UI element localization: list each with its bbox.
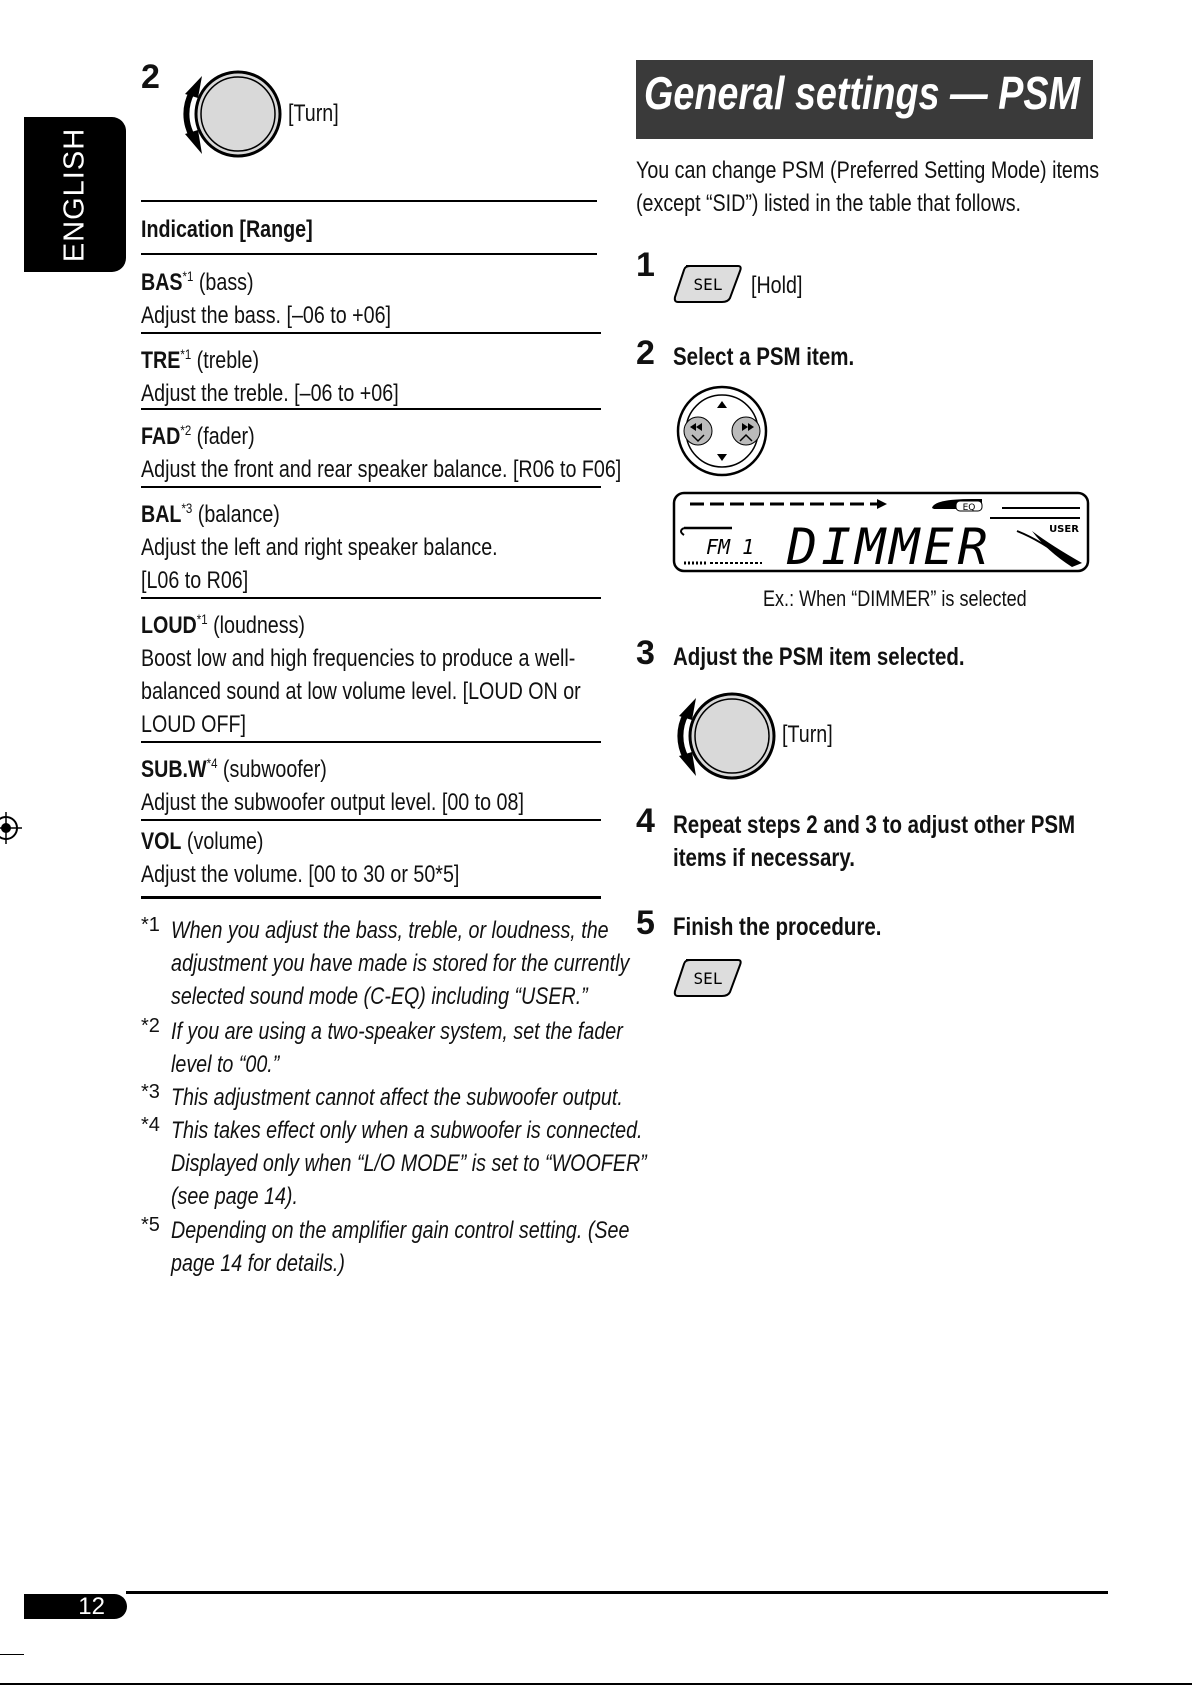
settings-table xyxy=(141,260,622,899)
row-line: balanced sound at low volume level. [LOUD ON or xyxy=(141,678,581,705)
row-sup: *2 xyxy=(180,422,192,438)
display-main-text: DIMMER xyxy=(787,518,992,573)
step-heading: Repeat steps 2 and 3 to adjust other PSM xyxy=(673,811,1076,839)
footnote xyxy=(141,1081,623,1114)
footnote-line: Depending on the amplifier gain control setting. (See xyxy=(171,1217,630,1244)
row-sup: *4 xyxy=(206,755,218,771)
user-indicator: USER xyxy=(1049,524,1079,535)
row-key: SUB.W xyxy=(141,756,207,783)
footnote xyxy=(141,1015,623,1081)
turn-label: [Turn] xyxy=(782,721,833,748)
step-number: 5 xyxy=(636,904,655,942)
row-key: BAL xyxy=(141,501,182,528)
band-indicator: FM 1 xyxy=(706,535,755,559)
step-number: 3 xyxy=(636,634,655,672)
footnote-mark: *1 xyxy=(141,914,160,936)
row-desc: (bass) xyxy=(193,269,254,296)
footnote-line: adjustment you have made is stored for the currently xyxy=(171,950,630,977)
footnote-mark: *3 xyxy=(141,1081,160,1103)
control-dial-icon xyxy=(670,686,780,786)
table-row xyxy=(141,488,601,599)
step-heading: Select a PSM item. xyxy=(673,343,855,371)
row-key: VOL xyxy=(141,828,182,855)
row-line: LOUD OFF] xyxy=(141,711,246,738)
table-row xyxy=(141,599,601,743)
row-key: LOUD xyxy=(141,612,197,639)
row-line: Boost low and high frequencies to produce a well- xyxy=(141,645,576,672)
row-desc: (subwoofer) xyxy=(217,756,327,783)
footnote xyxy=(141,914,630,1015)
crop-mark xyxy=(0,1654,24,1655)
footnote-mark: *5 xyxy=(141,1214,160,1236)
footnote-line: If you are using a two-speaker system, set the fader xyxy=(171,1018,623,1045)
row-desc: (fader) xyxy=(191,423,255,450)
row-key: FAD xyxy=(141,423,181,450)
table-row xyxy=(141,334,601,410)
row-line: [L06 to R06] xyxy=(141,567,249,594)
footnote xyxy=(141,1214,630,1280)
footnote-line: page 14 for details.) xyxy=(171,1250,345,1277)
footnotes xyxy=(141,914,647,1280)
step-heading-continued: items if necessary. xyxy=(673,844,855,872)
intro-line: You can change PSM (Preferred Setting Mode) items xyxy=(636,157,1100,184)
display-caption: Ex.: When “DIMMER” is selected xyxy=(763,586,1027,611)
footnote-line: level to “00.” xyxy=(171,1051,280,1078)
footnote-line: (see page 14). xyxy=(171,1183,298,1210)
turn-label: [Turn] xyxy=(288,100,339,127)
row-desc: (volume) xyxy=(181,828,264,855)
section-title: General settings — PSM xyxy=(644,67,1080,119)
eq-indicator: EQ xyxy=(962,503,976,513)
step-number: 4 xyxy=(636,802,655,840)
footnote-line: This adjustment cannot affect the subwoofer output. xyxy=(171,1084,623,1111)
row-desc: (loudness) xyxy=(207,612,305,639)
table-row xyxy=(141,743,601,821)
row-sup: *1 xyxy=(182,268,194,284)
footer-rule xyxy=(126,1591,1108,1594)
section-title-box xyxy=(636,60,1093,139)
row-desc: (balance) xyxy=(192,501,280,528)
table-header: Indication [Range] xyxy=(141,216,313,243)
control-dial-icon xyxy=(176,64,286,164)
page-number: 12 xyxy=(78,1593,105,1620)
row-key: TRE xyxy=(141,347,181,374)
lcd-display-icon xyxy=(672,491,1090,573)
table-top-rule xyxy=(141,200,597,202)
table-header-rule xyxy=(141,253,597,255)
language-tab xyxy=(24,117,126,272)
row-line: Adjust the treble. [–06 to +06] xyxy=(141,380,399,407)
row-sup: *1 xyxy=(180,346,192,362)
footnote-mark: *2 xyxy=(141,1015,160,1037)
footnote xyxy=(141,1114,647,1214)
footnote-line: This takes effect only when a subwoofer is connected. xyxy=(171,1117,643,1144)
sel-label: SEL xyxy=(693,275,723,294)
footnote-line: selected sound mode (C-EQ) including “USER.” xyxy=(171,983,588,1010)
sel-label: SEL xyxy=(693,969,723,988)
row-line: Adjust the front and rear speaker balance. [R06 to F06] xyxy=(141,456,622,483)
row-sup: *3 xyxy=(181,500,193,516)
footnote-mark: *4 xyxy=(141,1114,160,1136)
step-heading: Finish the procedure. xyxy=(673,913,882,941)
table-row xyxy=(141,821,601,899)
registration-mark-icon xyxy=(0,812,22,844)
table-row xyxy=(141,260,601,334)
step-heading: Adjust the PSM item selected. xyxy=(673,643,965,671)
sel-button-icon xyxy=(672,262,744,304)
intro-line: (except “SID”) listed in the table that follows. xyxy=(636,190,1022,217)
row-line: Adjust the volume. [00 to 30 or 50*5] xyxy=(141,861,460,888)
row-desc: (treble) xyxy=(191,347,260,374)
step-number: 1 xyxy=(636,246,655,284)
footnote-line: Displayed only when “L/O MODE” is set to “WOOFER” xyxy=(171,1150,647,1177)
page-number-tab xyxy=(24,1594,127,1619)
navigation-pad-icon xyxy=(672,385,772,477)
row-line: Adjust the bass. [–06 to +06] xyxy=(141,302,391,329)
row-line: Adjust the left and right speaker balance. xyxy=(141,534,498,561)
row-key: BAS xyxy=(141,269,183,296)
footnote-line: When you adjust the bass, treble, or loudness, the xyxy=(171,917,609,944)
language-label: ENGLISH xyxy=(58,127,91,262)
sel-button-icon xyxy=(672,956,744,998)
step-number: 2 xyxy=(636,334,655,372)
row-sup: *1 xyxy=(196,611,208,627)
step-number: 2 xyxy=(141,58,160,96)
hold-label: [Hold] xyxy=(751,272,803,299)
table-row xyxy=(141,410,622,488)
row-line: Adjust the subwoofer output level. [00 to 08] xyxy=(141,789,524,816)
